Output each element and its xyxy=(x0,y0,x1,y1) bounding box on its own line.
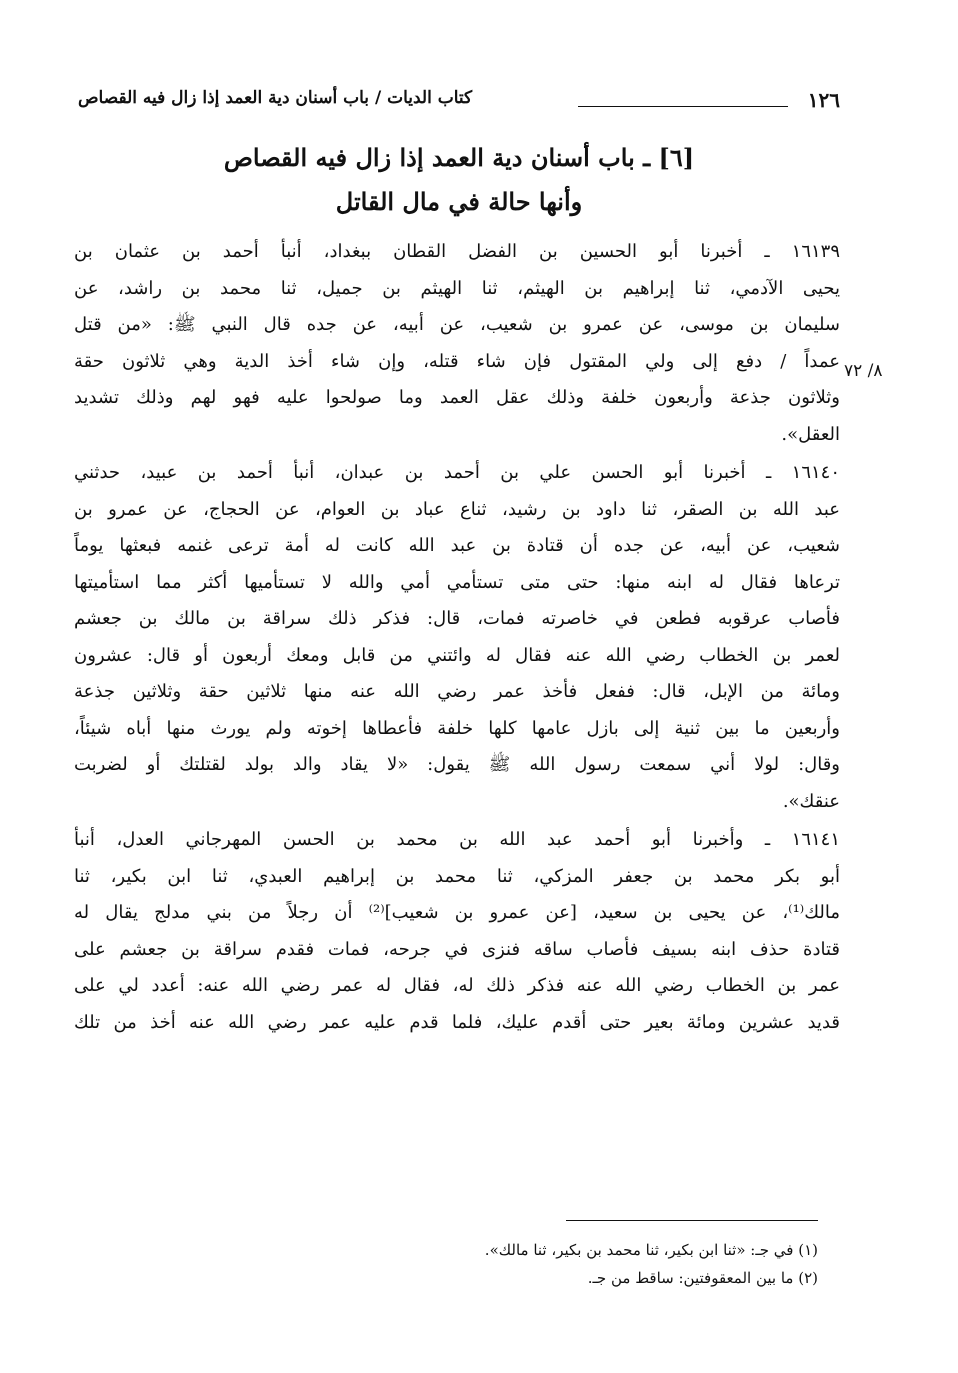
text-line: عنقك». xyxy=(782,790,840,812)
footnotes xyxy=(258,1236,818,1292)
text-line: ١٦١٤٠ ـ أخبرنا أبو الحسن علي بن أحمد بن عبدان، أنبأ أحمد بن عبيد، حدثني xyxy=(74,462,840,483)
body-text xyxy=(74,234,840,1041)
text-line: فأصاب عرقوبه فطعن في خاصرته فمات، قال: فذكر ذلك سراقة بن مالك بن جعشم xyxy=(74,608,840,629)
text-line: يحيى الآدمي، ثنا إبراهيم بن الهيثم، ثنا الهيثم بن جميل، ثنا محمد بن راشد، عن xyxy=(74,277,840,299)
running-title: كتاب الديات / باب أسنان دية العمد إذا زال فيه القصاص xyxy=(78,88,473,108)
text-line: شعيب، عن أبيه، عن جده أن قتادة بن عبد الله كانت له أمة ترعى غنمه فبعثها يوماً xyxy=(74,535,840,556)
text-line: وثلاثون جذعة وأربعون خلفة وذلك عقل العمد وما صولحوا عليه فهو لهم وذلك تشديد xyxy=(74,387,840,408)
text-line: قتادة حذف ابنه بسيف فأصاب ساقه فنزى في جرحه، فمات فقدم سراقة بن جعشم على xyxy=(74,938,840,960)
text-line: العقل». xyxy=(781,423,840,445)
footnote-2: (٢) ما بين المعقوفتين: ساقط من جـ. xyxy=(587,1269,818,1287)
chapter-heading xyxy=(90,136,828,224)
margin-reference: ٨/ ٧٢ xyxy=(844,361,883,381)
page-number: ١٢٦ xyxy=(807,88,840,112)
text-line: عمر بن الخطاب رضي الله عنه فذكر ذلك له، فقال له عمر رضي الله عنه: أعدد لي على xyxy=(74,975,840,996)
text-line: عبد الله بن الصقر، ثنا داود بن رشيد، ثناع عباد بن العوام، عن الحجاج، عن عمرو بن xyxy=(74,498,840,520)
text-line: لعمر بن الخطاب رضي الله عنه فقال له وائتني من قابل ومعك أربعون أو قال: عشرون xyxy=(74,644,840,666)
text-line: وقال: لولا أني سمعت رسول الله ﷺ يقول: «لا يقاد والد بولد لقتلتك أو لضربت xyxy=(74,754,840,775)
text-line: ترعاها فقال له ابنه منها: حتى متى تستأمي أمي والله لا تستأميها أكثر مما استأميتها xyxy=(74,571,840,593)
running-header xyxy=(78,84,840,120)
hadith-paragraph-16140 xyxy=(74,455,840,820)
text-line: ١٦١٤١ ـ وأخبرنا أبو أحمد عبد الله بن محمد بن الحسن المهرجاني العدل، أنبأ xyxy=(74,829,840,850)
chapter-title-line-1: [٦] ـ باب أسنان دية العمد إذا زال فيه القصاص xyxy=(223,143,695,172)
text-line: أبو بكر محمد بن جعفر المزكي، ثنا محمد بن إبراهيم العبدي، ثنا ابن بكير، ثنا xyxy=(74,865,840,887)
text-line: مالك⁽¹⁾، عن يحيى بن سعيد، [عن عمرو بن شعيب]⁽²⁾ أن رجلاً من بني مدلج يقال له xyxy=(74,902,840,923)
text-line: وأربعين ما بين ثنية إلى بازل عامها كلها خلفة فأعطاها إخوته ولم يورث منها أباه شيئاً، xyxy=(74,717,840,739)
footnote-1: (١) في جـ: «ثنا ابن بكير، ثنا محمد بن بكير، ثنا مالك». xyxy=(484,1241,818,1259)
text-line: ١٦١٣٩ ـ أخبرنا أبو الحسين بن الفضل القطان ببغداد، أنبأ أحمد بن عثمان بن xyxy=(74,241,840,262)
text-line: عمداً / دفع إلى ولي المقتول فإن شاء قتله، وإن شاء أخذ الدية وهي ثلاثون حقة xyxy=(74,350,840,372)
text-line: سليمان بن موسى، عن عمرو بن شعيب، عن أبيه، عن جده قال النبي ﷺ: «من قتل xyxy=(74,314,840,335)
hadith-paragraph-16141 xyxy=(74,822,840,1041)
footnote-rule xyxy=(566,1220,818,1221)
chapter-title-line-2: وأنها حالة في مال القاتل xyxy=(335,187,583,216)
header-rule xyxy=(578,106,788,107)
text-line: قديد عشرين ومائة بعير حتى أقدم عليك، فلما قدم عليه عمر رضي الله عنه أخذ من تلك xyxy=(74,1011,840,1033)
hadith-paragraph-16139 xyxy=(74,234,840,453)
text-line: ومائة من الإبل، قال: ففعل فأخذ عمر رضي الله عنه منها ثلاثين حقة وثلاثين جذعة xyxy=(74,681,840,702)
